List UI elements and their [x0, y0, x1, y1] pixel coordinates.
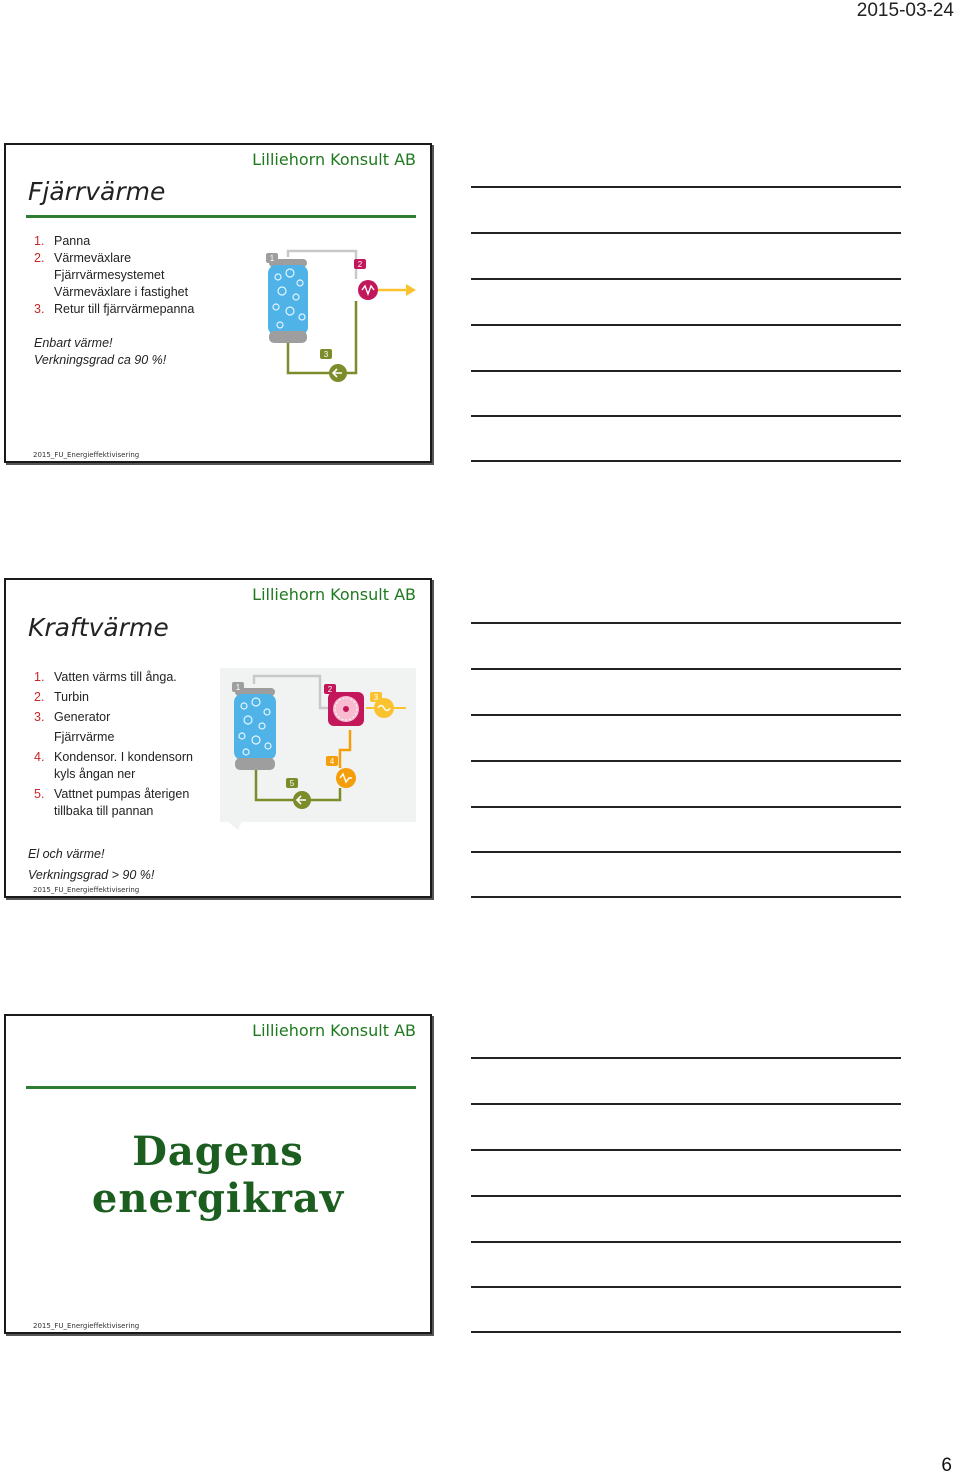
slide-kraftvarme [4, 578, 432, 898]
list-item: 3. Generator [34, 710, 111, 724]
diagram-label: 3 [373, 693, 379, 702]
slide-fjarrvarme [4, 143, 432, 463]
district-heating-diagram [256, 245, 426, 390]
item-list [34, 669, 193, 820]
diagram-label: 3 [323, 350, 329, 359]
page-number: 6 [941, 1455, 952, 1476]
list-item: 4. Kondensor. I kondensorn [34, 750, 193, 764]
diagram-label: 2 [357, 260, 363, 269]
chp-diagram [220, 668, 418, 832]
list-item: kyls ångan ner [54, 767, 136, 781]
item-list [34, 233, 194, 318]
page-date: 2015-03-24 [856, 0, 954, 21]
slide-footer: 2015_FU_Energieffektivisering [33, 1322, 140, 1330]
list-item: 1. Vatten värms till ånga. [34, 670, 177, 684]
list-item: Fjärrvärmesystemet [54, 268, 165, 282]
diagram-label: 4 [329, 757, 335, 766]
list-item: 3. Retur till fjärrvärmepanna [34, 302, 195, 316]
diagram-label: 5 [289, 779, 295, 788]
list-item: Fjärrvärme [54, 730, 115, 744]
company-name: Lilliehorn Konsult AB [252, 150, 416, 169]
company-name: Lilliehorn Konsult AB [252, 585, 416, 604]
slide-title: Kraftvärme [28, 613, 169, 642]
diagram-label: 2 [327, 685, 333, 694]
slide-footer: 2015_FU_Energieffektivisering [33, 451, 140, 459]
diagram-label: 1 [235, 683, 241, 692]
list-item: 2. Värmeväxlare [34, 251, 132, 265]
title-rule [26, 215, 416, 218]
list-item: 1. Panna [34, 234, 91, 248]
company-name: Lilliehorn Konsult AB [252, 1021, 416, 1040]
slide-dagens-energikrav [4, 1014, 432, 1334]
title-rule [26, 1086, 416, 1089]
list-item: 2. Turbin [34, 690, 89, 704]
slide-notes: El och värme! Verkningsgrad > 90 %! [28, 847, 155, 882]
list-item: Värmeväxlare i fastighet [54, 285, 189, 299]
list-item: tillbaka till pannan [54, 804, 154, 818]
slide-notes: Enbart värme! Verkningsgrad ca 90 %! [34, 336, 167, 367]
slide-footer: 2015_FU_Energieffektivisering [33, 886, 140, 894]
slide-title: Fjärrvärme [28, 177, 166, 206]
diagram-label: 1 [269, 254, 275, 263]
list-item: 5. Vattnet pumpas återigen [34, 787, 190, 801]
slide-heading: Dagens energikrav [91, 1128, 345, 1222]
